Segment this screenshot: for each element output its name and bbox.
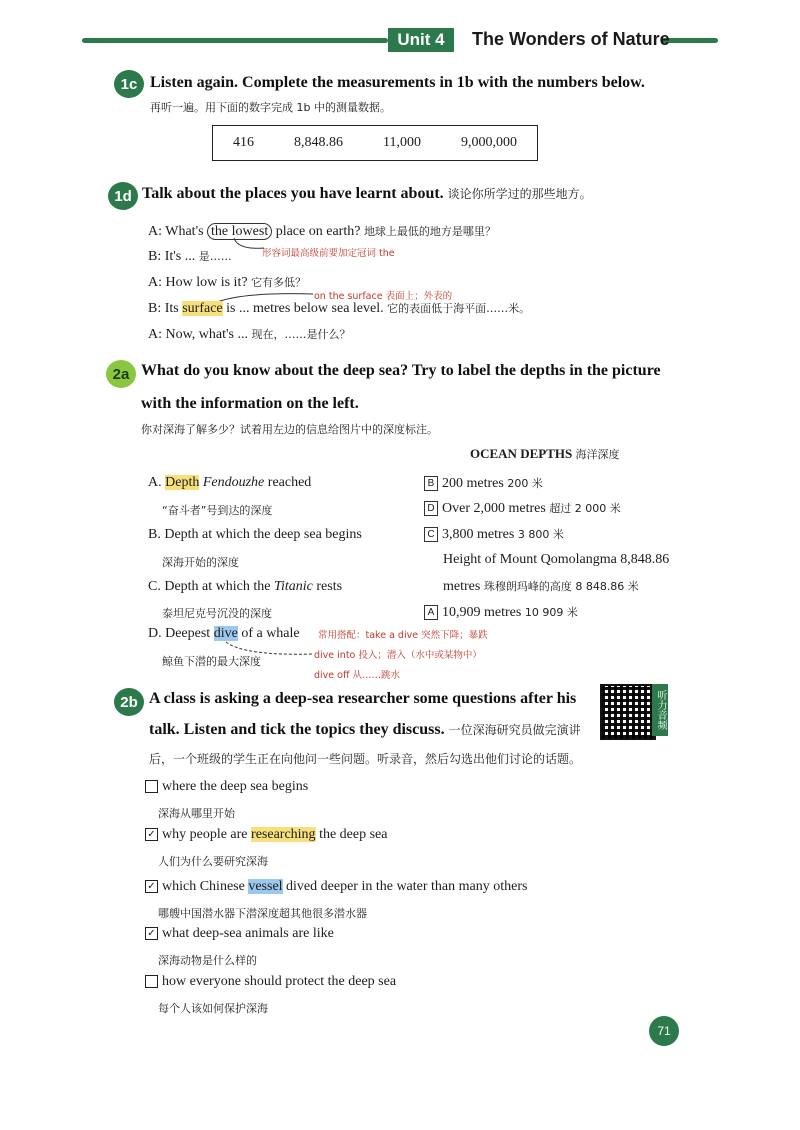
section-2b-title-2-en: talk. Listen and tick the topics they discuss. bbox=[149, 721, 445, 738]
highlight-researching: researching bbox=[251, 827, 316, 842]
item-d-pre: D. Deepest bbox=[148, 626, 214, 641]
topic-2-b: the deep sea bbox=[315, 827, 388, 842]
dialog-1-zh: 地球上最低的地方是哪里？ bbox=[363, 225, 496, 238]
topic-5-zh: 每个人该如何保护深海 bbox=[158, 1002, 268, 1015]
topic-4-text: what deep-sea animals are like bbox=[162, 926, 334, 941]
topic-3-a: which Chinese bbox=[162, 879, 249, 894]
dialog-4-a: B: Its bbox=[148, 301, 183, 316]
topic-2 bbox=[145, 827, 387, 843]
checkbox-topic-5[interactable] bbox=[145, 975, 158, 988]
section-2a-title-1: What do you know about the deep sea? Try to label the depths in the picture bbox=[141, 362, 661, 379]
qr-code[interactable] bbox=[600, 684, 656, 740]
note-dive-1: 常用搭配：take a dive 突然下降；暴跌 bbox=[318, 630, 488, 641]
depth-5: 10,909 metres bbox=[442, 605, 522, 620]
highlight-vessel: vessel bbox=[248, 879, 283, 894]
topic-5 bbox=[145, 974, 396, 990]
answer-box-5[interactable]: A bbox=[424, 605, 438, 620]
section-1d-title-zh: 谈论你所学过的那些地方。 bbox=[447, 187, 592, 201]
note-surface: on the surface 表面上；外表的 bbox=[314, 291, 453, 302]
depth-1-zh: 200 米 bbox=[507, 477, 543, 490]
checkbox-topic-3[interactable]: ✓ bbox=[145, 880, 158, 893]
unit-badge: Unit 4 bbox=[388, 28, 454, 52]
unit-title: The Wonders of Nature bbox=[472, 29, 670, 49]
section-2b-title-2-zh: 一位深海研究员做完演讲 bbox=[448, 723, 581, 737]
dialog-3-en: A: How low is it? bbox=[148, 275, 248, 290]
topic-2-a: why people are bbox=[162, 827, 252, 842]
ocean-depths-title: OCEAN DEPTHS bbox=[470, 446, 573, 461]
dialog-5-en: A: Now, what's ... bbox=[148, 327, 248, 342]
topic-1-text: where the deep sea begins bbox=[162, 779, 309, 794]
dialog-4-zh: 它的表面低于海平面……米。 bbox=[387, 302, 531, 315]
section-badge-1c: 1c bbox=[114, 70, 144, 98]
depth-4-metres: metres bbox=[443, 579, 481, 594]
item-a bbox=[148, 475, 311, 491]
number-4: 9,000,000 bbox=[460, 135, 517, 150]
depth-row-1 bbox=[424, 475, 543, 492]
depth-row-4b bbox=[443, 578, 639, 595]
note-dive-3: dive off 从……跳水 bbox=[314, 670, 401, 681]
section-1d-title-en: Talk about the places you have learnt about. bbox=[142, 185, 444, 202]
ocean-depths-title-zh: 海洋深度 bbox=[575, 448, 620, 461]
dialog-5-zh: 现在，……是什么？ bbox=[251, 328, 351, 341]
checkbox-topic-2[interactable]: ✓ bbox=[145, 828, 158, 841]
item-a-zh: “奋斗者”号到达的深度 bbox=[162, 504, 273, 517]
number-3: 11,000 bbox=[383, 135, 421, 150]
number-2: 8,848.86 bbox=[294, 135, 343, 150]
dialog-line-2 bbox=[148, 248, 232, 265]
depth-row-3 bbox=[424, 526, 564, 543]
depth-3: 3,800 metres bbox=[442, 527, 515, 542]
dialog-line-4 bbox=[148, 300, 530, 317]
item-b-zh: 深海开始的深度 bbox=[162, 556, 239, 569]
section-2b-title-1: A class is asking a deep-sea researcher some questions after his bbox=[149, 690, 577, 707]
item-a-post: reached bbox=[264, 475, 312, 490]
section-badge-1d: 1d bbox=[108, 182, 138, 210]
dialog-1-a: A: What's bbox=[148, 224, 208, 239]
highlight-depth: Depth bbox=[165, 475, 200, 490]
item-c bbox=[148, 579, 342, 595]
depth-5-zh: 10 909 米 bbox=[524, 606, 578, 619]
dialog-3-zh: 它有多低？ bbox=[251, 276, 307, 289]
depth-1: 200 metres bbox=[442, 476, 504, 491]
topic-5-text: how everyone should protect the deep sea bbox=[162, 974, 397, 989]
item-c-italic: Titanic bbox=[273, 579, 313, 594]
section-1c-title: Listen again. Complete the measurements in 1b with the numbers below. bbox=[150, 74, 645, 91]
depth-4-zh: 珠穆朗玛峰的高度 8 848.86 米 bbox=[483, 580, 639, 593]
answer-box-3[interactable]: C bbox=[424, 527, 438, 542]
item-d-post: of a whale bbox=[237, 626, 300, 641]
item-a-pre: A. bbox=[148, 475, 166, 490]
section-2b-title-2 bbox=[149, 721, 581, 739]
section-badge-2b: 2b bbox=[114, 688, 144, 716]
topic-2-zh: 人们为什么要研究深海 bbox=[158, 855, 268, 868]
dialog-line-1 bbox=[148, 223, 496, 240]
section-1d-title bbox=[142, 185, 592, 203]
header-rule-right bbox=[662, 38, 718, 43]
dialog-4-b: is ... metres below sea level. bbox=[222, 301, 384, 316]
item-d-zh: 鲸鱼下潜的最大深度 bbox=[162, 655, 261, 668]
item-a-italic: Fendouzhe bbox=[199, 475, 265, 490]
topic-3-b: dived deeper in the water than many others bbox=[282, 879, 528, 894]
number-1: 416 bbox=[233, 135, 254, 150]
ocean-depths-heading bbox=[470, 446, 619, 462]
depth-2-zh: 超过 2 000 米 bbox=[549, 502, 621, 515]
topic-4-zh: 深海动物是什么样的 bbox=[158, 954, 257, 967]
header-rule-left bbox=[82, 38, 388, 43]
section-2a-title-2: with the information on the left. bbox=[141, 395, 359, 412]
item-b: B. Depth at which the deep sea begins bbox=[148, 527, 362, 542]
dialog-2-zh: 是…… bbox=[198, 250, 232, 263]
note-arrow-1 bbox=[230, 236, 270, 254]
topic-4 bbox=[145, 926, 334, 942]
item-c-pre: C. Depth at which the bbox=[148, 579, 274, 594]
topic-1 bbox=[145, 779, 308, 795]
page-number: 71 bbox=[649, 1016, 679, 1046]
topic-3 bbox=[145, 879, 527, 895]
topic-1-zh: 深海从哪里开始 bbox=[158, 807, 235, 820]
topic-3-zh: 哪艘中国潜水器下潜深度超其他很多潜水器 bbox=[158, 907, 367, 920]
depth-row-4a: Height of Mount Qomolangma 8,848.86 bbox=[443, 552, 670, 567]
section-2b-zh: 后，一个班级的学生正在向他问一些问题。听录音，然后勾选出他们讨论的话题。 bbox=[149, 752, 582, 766]
answer-box-1[interactable]: B bbox=[424, 476, 438, 491]
highlight-surface: surface bbox=[182, 301, 223, 316]
note-dive-2: dive into 投入；潜入（水中或某物中） bbox=[314, 650, 482, 661]
section-1c-zh: 再听一遍。用下面的数字完成 1b 中的测量数据。 bbox=[150, 101, 391, 114]
section-2a-zh: 你对深海了解多少？试着用左边的信息给图片中的深度标注。 bbox=[141, 423, 438, 436]
item-c-zh: 泰坦尼克号沉没的深度 bbox=[162, 607, 272, 620]
depth-row-5 bbox=[424, 604, 578, 621]
depth-2: Over 2,000 metres bbox=[442, 501, 546, 516]
depth-3-zh: 3 800 米 bbox=[517, 528, 564, 541]
note-superlative: 形容词最高级前要加定冠词 the bbox=[262, 248, 395, 259]
dialog-2-en: B: It's ... bbox=[148, 249, 199, 264]
note-arrow-3 bbox=[224, 640, 316, 664]
depth-row-2 bbox=[424, 500, 621, 517]
checkbox-topic-4[interactable]: ✓ bbox=[145, 927, 158, 940]
section-badge-2a: 2a bbox=[106, 360, 136, 388]
audio-label[interactable]: 听力音频 bbox=[652, 684, 668, 736]
circled-the-lowest: the lowest bbox=[207, 223, 272, 240]
dialog-line-5 bbox=[148, 326, 351, 343]
highlight-dive: dive bbox=[213, 626, 238, 641]
item-c-post: rests bbox=[312, 579, 343, 594]
number-box bbox=[212, 125, 538, 161]
answer-box-2[interactable]: D bbox=[424, 501, 438, 516]
dialog-1-b: place on earth? bbox=[272, 224, 361, 239]
checkbox-topic-1[interactable] bbox=[145, 780, 158, 793]
